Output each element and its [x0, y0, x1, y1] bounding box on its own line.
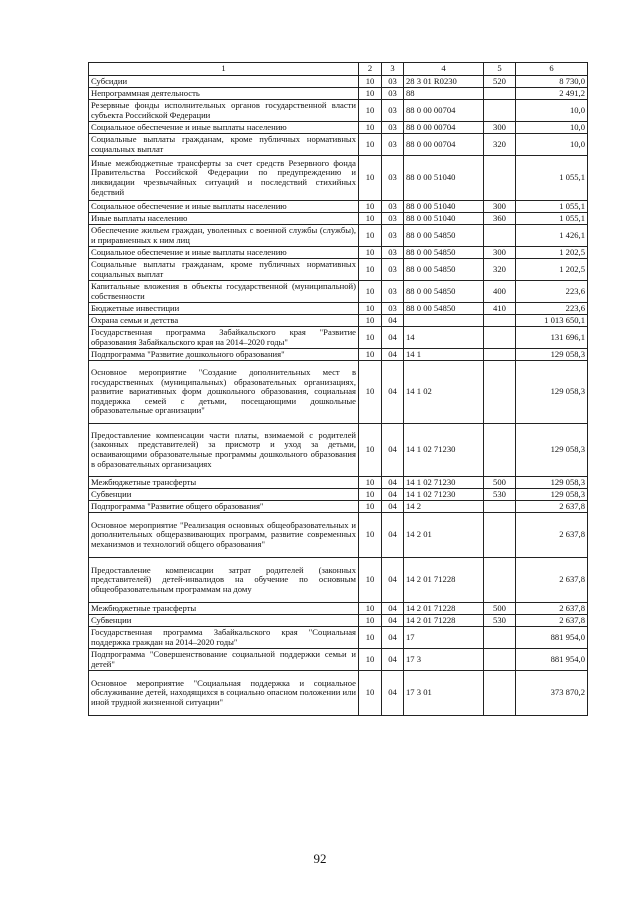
row-name-cell: Иные выплаты населению: [89, 213, 359, 225]
expense-type-cell: [484, 671, 516, 716]
table-row: [89, 247, 588, 259]
table-row: [89, 558, 588, 603]
table-row: [89, 88, 588, 100]
expense-type-cell: 320: [484, 134, 516, 156]
expense-type-cell: 520: [484, 76, 516, 88]
expense-type-cell: 300: [484, 247, 516, 259]
amount-cell: 1 202,5: [516, 259, 588, 281]
row-name-cell: Капитальные вложения в объекты государственной (муниципальной) собственности: [89, 281, 359, 303]
column-header: 2: [359, 63, 382, 76]
table-row: [89, 671, 588, 716]
amount-cell: 1 055,1: [516, 201, 588, 213]
target-item-cell: 14 1: [404, 349, 484, 361]
target-item-cell: 14 1 02: [404, 361, 484, 424]
row-name-cell: Социальное обеспечение и иные выплаты населению: [89, 122, 359, 134]
row-name-cell: Основное мероприятие "Реализация основных общеобразовательных и дополнительных общеразвивающих программ, развитие современных механизмов и технологий общего образования": [89, 513, 359, 558]
table-row: [89, 424, 588, 477]
table-row: [89, 315, 588, 327]
section-code-cell: 10: [359, 501, 382, 513]
amount-cell: 2 637,8: [516, 501, 588, 513]
expense-type-cell: [484, 424, 516, 477]
amount-cell: 1 202,5: [516, 247, 588, 259]
expense-type-cell: 410: [484, 303, 516, 315]
section-code-cell: 10: [359, 558, 382, 603]
amount-cell: 129 058,3: [516, 424, 588, 477]
table-row: [89, 122, 588, 134]
amount-cell: 223,6: [516, 303, 588, 315]
expense-type-cell: 300: [484, 201, 516, 213]
subsection-code-cell: 03: [382, 201, 404, 213]
row-name-cell: Социальное обеспечение и иные выплаты населению: [89, 201, 359, 213]
column-header: 5: [484, 63, 516, 76]
column-header: 1: [89, 63, 359, 76]
table-row: [89, 513, 588, 558]
expense-type-cell: [484, 361, 516, 424]
subsection-code-cell: 03: [382, 134, 404, 156]
row-name-cell: Предоставление компенсации затрат родителей (законных представителей) детей-инвалидов на обучение по основным общеобразовательным программам на дому: [89, 558, 359, 603]
subsection-code-cell: 04: [382, 671, 404, 716]
table-row: [89, 327, 588, 349]
column-header: 4: [404, 63, 484, 76]
section-code-cell: 10: [359, 156, 382, 201]
row-name-cell: Резервные фонды исполнительных органов государственной власти субъекта Российской Федерации: [89, 100, 359, 122]
target-item-cell: 14 1 02 71230: [404, 489, 484, 501]
table-row: [89, 281, 588, 303]
target-item-cell: 14 2 01: [404, 513, 484, 558]
expense-type-cell: [484, 100, 516, 122]
table-row: [89, 349, 588, 361]
row-name-cell: Предоставление компенсации части платы, взимаемой с родителей (законных представителей) за присмотр и уход за детьми, осваивающими образовательные программы дошкольного образования в образовательных организациях: [89, 424, 359, 477]
section-code-cell: 10: [359, 349, 382, 361]
target-item-cell: 14 2 01 71228: [404, 615, 484, 627]
table-row: [89, 489, 588, 501]
subsection-code-cell: 03: [382, 259, 404, 281]
section-code-cell: 10: [359, 424, 382, 477]
target-item-cell: 17: [404, 627, 484, 649]
section-code-cell: 10: [359, 76, 382, 88]
subsection-code-cell: 04: [382, 489, 404, 501]
subsection-code-cell: 04: [382, 501, 404, 513]
amount-cell: 10,0: [516, 134, 588, 156]
amount-cell: 2 491,2: [516, 88, 588, 100]
target-item-cell: 14 1 02 71230: [404, 477, 484, 489]
expense-type-cell: 500: [484, 603, 516, 615]
subsection-code-cell: 03: [382, 281, 404, 303]
table-row: [89, 303, 588, 315]
expense-type-cell: [484, 649, 516, 671]
amount-cell: 129 058,3: [516, 349, 588, 361]
target-item-cell: 88 0 00 54850: [404, 247, 484, 259]
amount-cell: 10,0: [516, 122, 588, 134]
page-number: 92: [313, 851, 327, 866]
target-item-cell: 88: [404, 88, 484, 100]
row-name-cell: Обеспечение жильем граждан, уволенных с военной службы (службы), и приравненных к ним лиц: [89, 225, 359, 247]
row-name-cell: Социальное обеспечение и иные выплаты населению: [89, 247, 359, 259]
expense-type-cell: 360: [484, 213, 516, 225]
section-code-cell: 10: [359, 303, 382, 315]
target-item-cell: 14 2 01 71228: [404, 558, 484, 603]
table-row: [89, 501, 588, 513]
expense-type-cell: [484, 627, 516, 649]
amount-cell: 2 637,8: [516, 558, 588, 603]
section-code-cell: 10: [359, 213, 382, 225]
row-name-cell: Межбюджетные трансферты: [89, 477, 359, 489]
amount-cell: 2 637,8: [516, 513, 588, 558]
target-item-cell: 88 0 00 54850: [404, 281, 484, 303]
expense-type-cell: [484, 349, 516, 361]
subsection-code-cell: 04: [382, 361, 404, 424]
target-item-cell: 88 0 00 51040: [404, 201, 484, 213]
row-name-cell: Охрана семьи и детства: [89, 315, 359, 327]
target-item-cell: 14 2: [404, 501, 484, 513]
table-row: [89, 225, 588, 247]
table-row: [89, 627, 588, 649]
row-name-cell: Субсидии: [89, 76, 359, 88]
amount-cell: 1 013 650,1: [516, 315, 588, 327]
target-item-cell: 88 0 00 54850: [404, 225, 484, 247]
expense-type-cell: 530: [484, 615, 516, 627]
table-body: [89, 76, 588, 716]
subsection-code-cell: 04: [382, 603, 404, 615]
column-header: 6: [516, 63, 588, 76]
target-item-cell: 14 2 01 71228: [404, 603, 484, 615]
expense-type-cell: 530: [484, 489, 516, 501]
target-item-cell: 88 0 00 51040: [404, 213, 484, 225]
amount-cell: 1 055,1: [516, 213, 588, 225]
table-row: [89, 259, 588, 281]
row-name-cell: Подпрограмма "Развитие общего образования": [89, 501, 359, 513]
section-code-cell: 10: [359, 247, 382, 259]
amount-cell: 881 954,0: [516, 627, 588, 649]
row-name-cell: Бюджетные инвестиции: [89, 303, 359, 315]
expense-type-cell: [484, 558, 516, 603]
section-code-cell: 10: [359, 513, 382, 558]
amount-cell: 129 058,3: [516, 489, 588, 501]
table-row: [89, 156, 588, 201]
section-code-cell: 10: [359, 327, 382, 349]
table-row: [89, 76, 588, 88]
amount-cell: 373 870,2: [516, 671, 588, 716]
target-item-cell: 88 0 00 00704: [404, 100, 484, 122]
subsection-code-cell: 04: [382, 615, 404, 627]
table-row: [89, 477, 588, 489]
section-code-cell: 10: [359, 361, 382, 424]
expense-type-cell: [484, 513, 516, 558]
subsection-code-cell: 03: [382, 76, 404, 88]
budget-table: [88, 62, 588, 716]
amount-cell: 10,0: [516, 100, 588, 122]
amount-cell: 131 696,1: [516, 327, 588, 349]
table-row: [89, 603, 588, 615]
target-item-cell: 14 1 02 71230: [404, 424, 484, 477]
target-item-cell: 88 0 00 51040: [404, 156, 484, 201]
amount-cell: 8 730,0: [516, 76, 588, 88]
amount-cell: 129 058,3: [516, 361, 588, 424]
section-code-cell: 10: [359, 100, 382, 122]
table-row: [89, 134, 588, 156]
target-item-cell: [404, 315, 484, 327]
section-code-cell: 10: [359, 627, 382, 649]
subsection-code-cell: 04: [382, 627, 404, 649]
row-name-cell: Государственная программа Забайкальского края "Социальная поддержка граждан на 2014–2020 годы": [89, 627, 359, 649]
table-header-row: [89, 63, 588, 76]
section-code-cell: 10: [359, 201, 382, 213]
section-code-cell: 10: [359, 477, 382, 489]
section-code-cell: 10: [359, 225, 382, 247]
target-item-cell: 17 3: [404, 649, 484, 671]
subsection-code-cell: 04: [382, 477, 404, 489]
amount-cell: 2 637,8: [516, 603, 588, 615]
expense-type-cell: [484, 225, 516, 247]
subsection-code-cell: 03: [382, 303, 404, 315]
target-item-cell: 88 0 00 00704: [404, 122, 484, 134]
expense-type-cell: 400: [484, 281, 516, 303]
section-code-cell: 10: [359, 489, 382, 501]
row-name-cell: Субвенции: [89, 489, 359, 501]
row-name-cell: Субвенции: [89, 615, 359, 627]
expense-type-cell: [484, 327, 516, 349]
section-code-cell: 10: [359, 671, 382, 716]
target-item-cell: 28 3 01 R0230: [404, 76, 484, 88]
amount-cell: 881 954,0: [516, 649, 588, 671]
amount-cell: 2 637,8: [516, 615, 588, 627]
amount-cell: 223,6: [516, 281, 588, 303]
target-item-cell: 88 0 00 00704: [404, 134, 484, 156]
target-item-cell: 14: [404, 327, 484, 349]
subsection-code-cell: 03: [382, 213, 404, 225]
amount-cell: 1 055,1: [516, 156, 588, 201]
table-row: [89, 213, 588, 225]
table-row: [89, 361, 588, 424]
row-name-cell: Подпрограмма "Развитие дошкольного образования": [89, 349, 359, 361]
target-item-cell: 88 0 00 54850: [404, 259, 484, 281]
row-name-cell: Основное мероприятие "Социальная поддержка и социальное обслуживание детей, находящихся в социально опасном положении или иной трудной жизненной ситуации": [89, 671, 359, 716]
subsection-code-cell: 03: [382, 225, 404, 247]
section-code-cell: 10: [359, 88, 382, 100]
expense-type-cell: [484, 501, 516, 513]
table-row: [89, 201, 588, 213]
subsection-code-cell: 03: [382, 247, 404, 259]
subsection-code-cell: 03: [382, 122, 404, 134]
expense-type-cell: 320: [484, 259, 516, 281]
row-name-cell: Межбюджетные трансферты: [89, 603, 359, 615]
subsection-code-cell: 04: [382, 649, 404, 671]
row-name-cell: Иные межбюджетные трансферты за счет средств Резервного фонда Правительства Российской Федерации по предупреждению и ликвидации чрезвычайных ситуаций и последствий стихийных бедствий: [89, 156, 359, 201]
expense-type-cell: [484, 156, 516, 201]
expense-type-cell: [484, 315, 516, 327]
row-name-cell: Непрограммная деятельность: [89, 88, 359, 100]
expense-type-cell: [484, 88, 516, 100]
section-code-cell: 10: [359, 649, 382, 671]
subsection-code-cell: 04: [382, 315, 404, 327]
section-code-cell: 10: [359, 603, 382, 615]
section-code-cell: 10: [359, 615, 382, 627]
subsection-code-cell: 03: [382, 100, 404, 122]
table-row: [89, 615, 588, 627]
section-code-cell: 10: [359, 134, 382, 156]
subsection-code-cell: 04: [382, 424, 404, 477]
table-row: [89, 100, 588, 122]
expense-type-cell: 300: [484, 122, 516, 134]
target-item-cell: 17 3 01: [404, 671, 484, 716]
section-code-cell: 10: [359, 315, 382, 327]
amount-cell: 1 426,1: [516, 225, 588, 247]
table-row: [89, 649, 588, 671]
column-header: 3: [382, 63, 404, 76]
section-code-cell: 10: [359, 122, 382, 134]
expense-type-cell: 500: [484, 477, 516, 489]
amount-cell: 129 058,3: [516, 477, 588, 489]
subsection-code-cell: 04: [382, 327, 404, 349]
row-name-cell: Социальные выплаты гражданам, кроме публичных нормативных социальных выплат: [89, 259, 359, 281]
subsection-code-cell: 04: [382, 558, 404, 603]
subsection-code-cell: 04: [382, 349, 404, 361]
section-code-cell: 10: [359, 281, 382, 303]
row-name-cell: Социальные выплаты гражданам, кроме публичных нормативных социальных выплат: [89, 134, 359, 156]
section-code-cell: 10: [359, 259, 382, 281]
row-name-cell: Государственная программа Забайкальского края "Развитие образования Забайкальского края на 2014–2020 годы": [89, 327, 359, 349]
subsection-code-cell: 03: [382, 88, 404, 100]
subsection-code-cell: 04: [382, 513, 404, 558]
subsection-code-cell: 03: [382, 156, 404, 201]
row-name-cell: Основное мероприятие "Создание дополнительных мест в государственных (муниципальных) образовательных организациях, развитие вариативных форм дошкольного образования, социальная поддержка семей с детьми, посещающими дошкольные образовательные организации": [89, 361, 359, 424]
row-name-cell: Подпрограмма "Совершенствование социальной поддержки семьи и детей": [89, 649, 359, 671]
target-item-cell: 88 0 00 54850: [404, 303, 484, 315]
